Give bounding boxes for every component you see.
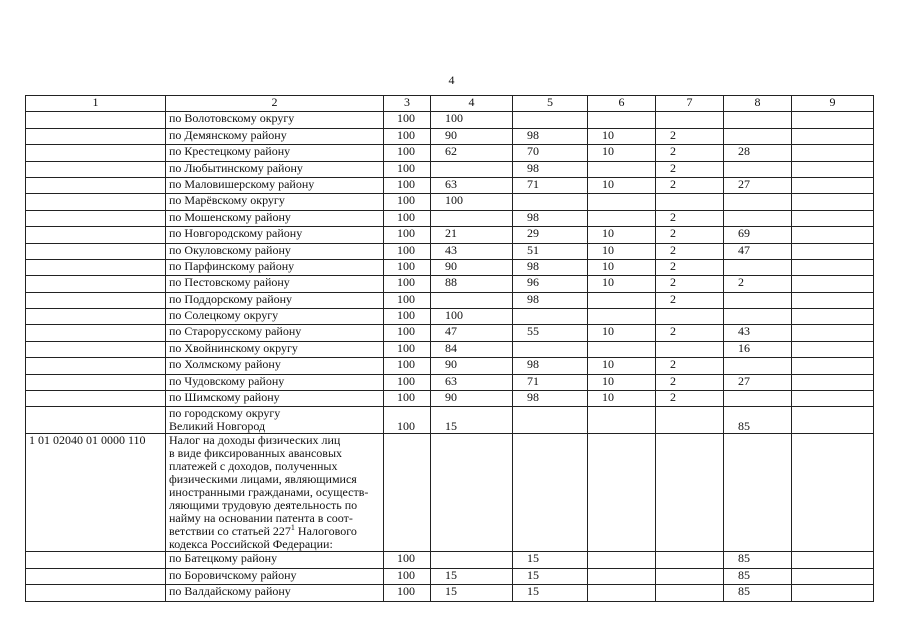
cell-col7: 2 bbox=[656, 243, 724, 259]
cell-code bbox=[26, 358, 166, 374]
cell-tax-description bbox=[166, 434, 384, 552]
cell-col7: 2 bbox=[656, 325, 724, 341]
tax-description-line: кодекса Российской Федерации: bbox=[169, 537, 333, 552]
cell-col6: 10 bbox=[588, 259, 656, 275]
cell-col9 bbox=[792, 407, 874, 434]
cell-col6 bbox=[588, 309, 656, 325]
table-row bbox=[26, 585, 874, 601]
cell-district: по Старорусскому району bbox=[166, 325, 384, 341]
cell-code bbox=[26, 259, 166, 275]
cell-district: по Боровичскому району bbox=[166, 568, 384, 584]
cell-col4 bbox=[431, 210, 513, 226]
cell-col9 bbox=[792, 194, 874, 210]
cell-col4: 47 bbox=[431, 325, 513, 341]
cell-code bbox=[26, 407, 166, 434]
cell-col9 bbox=[792, 145, 874, 161]
cell-col4: 15 bbox=[431, 585, 513, 601]
cell-col5: 15 bbox=[513, 552, 588, 568]
cell-code bbox=[26, 177, 166, 193]
cell-district: по Хвойнинскому округу bbox=[166, 341, 384, 357]
cell-col9 bbox=[792, 391, 874, 407]
table-row bbox=[26, 243, 874, 259]
cell-col6: 10 bbox=[588, 325, 656, 341]
cell-col5 bbox=[513, 194, 588, 210]
cell-col6 bbox=[588, 585, 656, 601]
cell-col8: 2 bbox=[724, 276, 792, 292]
cell-col8: 16 bbox=[724, 341, 792, 357]
cell-col4: 43 bbox=[431, 243, 513, 259]
table-row bbox=[26, 552, 874, 568]
cell-col6: 10 bbox=[588, 177, 656, 193]
cell-col5 bbox=[513, 112, 588, 128]
cell-col4 bbox=[431, 292, 513, 308]
cell-col6: 10 bbox=[588, 227, 656, 243]
cell-col6 bbox=[588, 407, 656, 434]
cell-col3: 100 bbox=[384, 128, 431, 144]
cell-col6 bbox=[588, 568, 656, 584]
table-row bbox=[26, 161, 874, 177]
cell-col9 bbox=[792, 112, 874, 128]
cell-col7: 2 bbox=[656, 391, 724, 407]
cell-col4: 21 bbox=[431, 227, 513, 243]
col-header-1: 1 bbox=[26, 96, 166, 112]
cell-col9 bbox=[792, 210, 874, 226]
cell-col8 bbox=[724, 128, 792, 144]
cell-code bbox=[26, 391, 166, 407]
cell-col3: 100 bbox=[384, 161, 431, 177]
cell-col8: 85 bbox=[724, 552, 792, 568]
table-row bbox=[26, 128, 874, 144]
cell-col8: 85 bbox=[724, 407, 792, 434]
cell-col3: 100 bbox=[384, 341, 431, 357]
cell-col6: 10 bbox=[588, 374, 656, 390]
cell-col6: 10 bbox=[588, 128, 656, 144]
cell-col8: 28 bbox=[724, 145, 792, 161]
cell-col4 bbox=[431, 552, 513, 568]
cell-col9 bbox=[792, 358, 874, 374]
cell-col4: 90 bbox=[431, 358, 513, 374]
cell-col4: 88 bbox=[431, 276, 513, 292]
table-row bbox=[26, 341, 874, 357]
cell-col3 bbox=[384, 434, 431, 552]
cell-code bbox=[26, 227, 166, 243]
cell-col6: 10 bbox=[588, 145, 656, 161]
cell-col4: 62 bbox=[431, 145, 513, 161]
cell-col6 bbox=[588, 292, 656, 308]
cell-col3: 100 bbox=[384, 292, 431, 308]
cell-col3: 100 bbox=[384, 243, 431, 259]
tax-description-line: физическими лицами, являющимися bbox=[169, 472, 357, 487]
cell-col4: 15 bbox=[431, 568, 513, 584]
table-row bbox=[26, 194, 874, 210]
tax-description-line: найму на основании патента в соот- bbox=[169, 511, 353, 526]
cell-col3: 100 bbox=[384, 358, 431, 374]
cell-col7: 2 bbox=[656, 210, 724, 226]
tax-description-line: Налог на доходы физических лиц bbox=[169, 433, 341, 448]
cell-col3: 100 bbox=[384, 210, 431, 226]
cell-district: по Шимскому району bbox=[166, 391, 384, 407]
tax-description-line: ляющими трудовую деятельность по bbox=[169, 498, 358, 513]
tax-description-line: платежей с доходов, полученных bbox=[169, 459, 338, 474]
table-row bbox=[26, 259, 874, 275]
cell-district: по Крестецкому району bbox=[166, 145, 384, 161]
cell-district: по Окуловскому району bbox=[166, 243, 384, 259]
cell-col7: 2 bbox=[656, 358, 724, 374]
cell-col4: 63 bbox=[431, 177, 513, 193]
cell-code bbox=[26, 243, 166, 259]
cell-col5: 98 bbox=[513, 292, 588, 308]
cell-col5: 98 bbox=[513, 210, 588, 226]
column-number-row bbox=[26, 96, 874, 112]
cell-col7 bbox=[656, 112, 724, 128]
cell-col8 bbox=[724, 194, 792, 210]
cell-district: по Валдайскому району bbox=[166, 585, 384, 601]
cell-col9 bbox=[792, 292, 874, 308]
table-row bbox=[26, 568, 874, 584]
cell-col5: 96 bbox=[513, 276, 588, 292]
table-row bbox=[26, 391, 874, 407]
cell-district: по Новгородскому району bbox=[166, 227, 384, 243]
cell-col7 bbox=[656, 407, 724, 434]
cell-col6 bbox=[588, 341, 656, 357]
cell-col8: 27 bbox=[724, 177, 792, 193]
cell-col7 bbox=[656, 434, 724, 552]
cell-district bbox=[166, 407, 384, 434]
cell-col9 bbox=[792, 325, 874, 341]
cell-col6: 10 bbox=[588, 358, 656, 374]
cell-district: по Чудовскому району bbox=[166, 374, 384, 390]
cell-district: по Солецкому округу bbox=[166, 309, 384, 325]
cell-col5: 98 bbox=[513, 259, 588, 275]
cell-col7 bbox=[656, 341, 724, 357]
table-row-tax-code bbox=[26, 434, 874, 552]
cell-col7: 2 bbox=[656, 227, 724, 243]
cell-code bbox=[26, 309, 166, 325]
cell-col7 bbox=[656, 568, 724, 584]
cell-col4: 63 bbox=[431, 374, 513, 390]
cell-code bbox=[26, 210, 166, 226]
cell-col7: 2 bbox=[656, 177, 724, 193]
cell-col8: 43 bbox=[724, 325, 792, 341]
cell-col9 bbox=[792, 552, 874, 568]
col-header-6: 6 bbox=[588, 96, 656, 112]
cell-col9 bbox=[792, 341, 874, 357]
cell-col4: 100 bbox=[431, 112, 513, 128]
cell-col5: 15 bbox=[513, 585, 588, 601]
cell-col9 bbox=[792, 276, 874, 292]
cell-col6: 10 bbox=[588, 391, 656, 407]
district-name-line: Великий Новгород bbox=[169, 419, 266, 434]
cell-col7: 2 bbox=[656, 292, 724, 308]
cell-code bbox=[26, 341, 166, 357]
col-header-7: 7 bbox=[656, 96, 724, 112]
cell-col8 bbox=[724, 259, 792, 275]
cell-col8 bbox=[724, 112, 792, 128]
cell-col3: 100 bbox=[384, 259, 431, 275]
col-header-5: 5 bbox=[513, 96, 588, 112]
cell-col7: 2 bbox=[656, 259, 724, 275]
cell-district: по Холмскому району bbox=[166, 358, 384, 374]
table-row bbox=[26, 210, 874, 226]
cell-col7: 2 bbox=[656, 374, 724, 390]
cell-col5 bbox=[513, 341, 588, 357]
cell-col9 bbox=[792, 585, 874, 601]
table-row bbox=[26, 112, 874, 128]
cell-col5: 98 bbox=[513, 128, 588, 144]
cell-code bbox=[26, 276, 166, 292]
cell-col3: 100 bbox=[384, 177, 431, 193]
distribution-table bbox=[25, 95, 874, 602]
tax-description-text: Налогового bbox=[294, 524, 357, 539]
page-number: 4 bbox=[448, 73, 455, 87]
tax-description-line: иностранными гражданами, осуществ- bbox=[169, 485, 369, 500]
cell-col8 bbox=[724, 391, 792, 407]
table-row bbox=[26, 227, 874, 243]
cell-district: по Волотовскому округу bbox=[166, 112, 384, 128]
cell-code bbox=[26, 585, 166, 601]
cell-col5: 98 bbox=[513, 391, 588, 407]
cell-col9 bbox=[792, 568, 874, 584]
cell-col3: 100 bbox=[384, 391, 431, 407]
cell-col8: 85 bbox=[724, 585, 792, 601]
cell-col5: 51 bbox=[513, 243, 588, 259]
table-row bbox=[26, 177, 874, 193]
cell-col7: 2 bbox=[656, 128, 724, 144]
col-header-8: 8 bbox=[724, 96, 792, 112]
cell-col4: 90 bbox=[431, 391, 513, 407]
cell-col9 bbox=[792, 177, 874, 193]
article-superscript: 1 bbox=[290, 523, 295, 533]
cell-col8: 85 bbox=[724, 568, 792, 584]
cell-col3: 100 bbox=[384, 227, 431, 243]
cell-col5: 98 bbox=[513, 358, 588, 374]
cell-col6: 10 bbox=[588, 243, 656, 259]
cell-col9 bbox=[792, 259, 874, 275]
cell-col5: 71 bbox=[513, 374, 588, 390]
cell-district: по Любытинскому району bbox=[166, 161, 384, 177]
col-header-3: 3 bbox=[384, 96, 431, 112]
table-row-city bbox=[26, 407, 874, 434]
cell-col6: 10 bbox=[588, 276, 656, 292]
table-row bbox=[26, 276, 874, 292]
col-header-9: 9 bbox=[792, 96, 874, 112]
tax-description-text: ветствии со статьей 227 bbox=[169, 524, 291, 539]
cell-district: по Маловишерскому району bbox=[166, 177, 384, 193]
cell-code bbox=[26, 145, 166, 161]
cell-code bbox=[26, 112, 166, 128]
cell-col9 bbox=[792, 374, 874, 390]
cell-district: по Марёвскому округу bbox=[166, 194, 384, 210]
cell-code bbox=[26, 374, 166, 390]
cell-district: по Демянскому району bbox=[166, 128, 384, 144]
cell-district: по Батецкому району bbox=[166, 552, 384, 568]
cell-col4: 100 bbox=[431, 194, 513, 210]
cell-col7 bbox=[656, 309, 724, 325]
cell-col3: 100 bbox=[384, 407, 431, 434]
cell-col9 bbox=[792, 309, 874, 325]
table-row bbox=[26, 145, 874, 161]
cell-col7 bbox=[656, 585, 724, 601]
cell-col9 bbox=[792, 434, 874, 552]
cell-col7: 2 bbox=[656, 161, 724, 177]
cell-district: по Поддорскому району bbox=[166, 292, 384, 308]
table-row bbox=[26, 292, 874, 308]
cell-col8 bbox=[724, 434, 792, 552]
cell-col8: 69 bbox=[724, 227, 792, 243]
cell-col6 bbox=[588, 112, 656, 128]
cell-code bbox=[26, 568, 166, 584]
cell-col9 bbox=[792, 227, 874, 243]
cell-col5: 29 bbox=[513, 227, 588, 243]
col-header-2: 2 bbox=[166, 96, 384, 112]
cell-code bbox=[26, 161, 166, 177]
cell-col8: 47 bbox=[724, 243, 792, 259]
cell-col4: 84 bbox=[431, 341, 513, 357]
cell-col8 bbox=[724, 161, 792, 177]
cell-code bbox=[26, 325, 166, 341]
table-row bbox=[26, 309, 874, 325]
cell-budget-code: 1 01 02040 01 0000 110 bbox=[26, 434, 166, 552]
cell-col7 bbox=[656, 552, 724, 568]
cell-col3: 100 bbox=[384, 325, 431, 341]
district-name-line: по городскому округу bbox=[169, 406, 281, 421]
cell-col6 bbox=[588, 194, 656, 210]
table-row bbox=[26, 374, 874, 390]
cell-col9 bbox=[792, 243, 874, 259]
cell-col3: 100 bbox=[384, 145, 431, 161]
cell-col3: 100 bbox=[384, 568, 431, 584]
cell-col6 bbox=[588, 210, 656, 226]
cell-col5 bbox=[513, 309, 588, 325]
cell-col3: 100 bbox=[384, 552, 431, 568]
cell-code bbox=[26, 194, 166, 210]
cell-col9 bbox=[792, 128, 874, 144]
cell-col5: 70 bbox=[513, 145, 588, 161]
cell-col7: 2 bbox=[656, 276, 724, 292]
cell-col5: 71 bbox=[513, 177, 588, 193]
cell-district: по Мошенскому району bbox=[166, 210, 384, 226]
cell-district: по Пестовскому району bbox=[166, 276, 384, 292]
cell-col5 bbox=[513, 434, 588, 552]
cell-col3: 100 bbox=[384, 194, 431, 210]
cell-col5 bbox=[513, 407, 588, 434]
cell-col8: 27 bbox=[724, 374, 792, 390]
cell-col4 bbox=[431, 434, 513, 552]
cell-col4 bbox=[431, 161, 513, 177]
cell-code bbox=[26, 552, 166, 568]
cell-col5: 98 bbox=[513, 161, 588, 177]
cell-col7: 2 bbox=[656, 145, 724, 161]
cell-col4: 100 bbox=[431, 309, 513, 325]
cell-col3: 100 bbox=[384, 374, 431, 390]
cell-col9 bbox=[792, 161, 874, 177]
cell-district: по Парфинскому району bbox=[166, 259, 384, 275]
cell-col8 bbox=[724, 292, 792, 308]
cell-col4: 90 bbox=[431, 128, 513, 144]
cell-col5: 15 bbox=[513, 568, 588, 584]
cell-col4: 90 bbox=[431, 259, 513, 275]
cell-col8 bbox=[724, 210, 792, 226]
cell-col7 bbox=[656, 194, 724, 210]
cell-col4: 15 bbox=[431, 407, 513, 434]
tax-description-line: в виде фиксированных авансовых bbox=[169, 446, 343, 461]
table-row bbox=[26, 358, 874, 374]
cell-code bbox=[26, 292, 166, 308]
cell-col3: 100 bbox=[384, 585, 431, 601]
col-header-4: 4 bbox=[431, 96, 513, 112]
cell-col3: 100 bbox=[384, 276, 431, 292]
cell-col3: 100 bbox=[384, 309, 431, 325]
cell-col5: 55 bbox=[513, 325, 588, 341]
cell-code bbox=[26, 128, 166, 144]
cell-col8 bbox=[724, 358, 792, 374]
cell-col8 bbox=[724, 309, 792, 325]
cell-col6 bbox=[588, 552, 656, 568]
cell-col6 bbox=[588, 434, 656, 552]
cell-col6 bbox=[588, 161, 656, 177]
table-row bbox=[26, 325, 874, 341]
cell-col3: 100 bbox=[384, 112, 431, 128]
